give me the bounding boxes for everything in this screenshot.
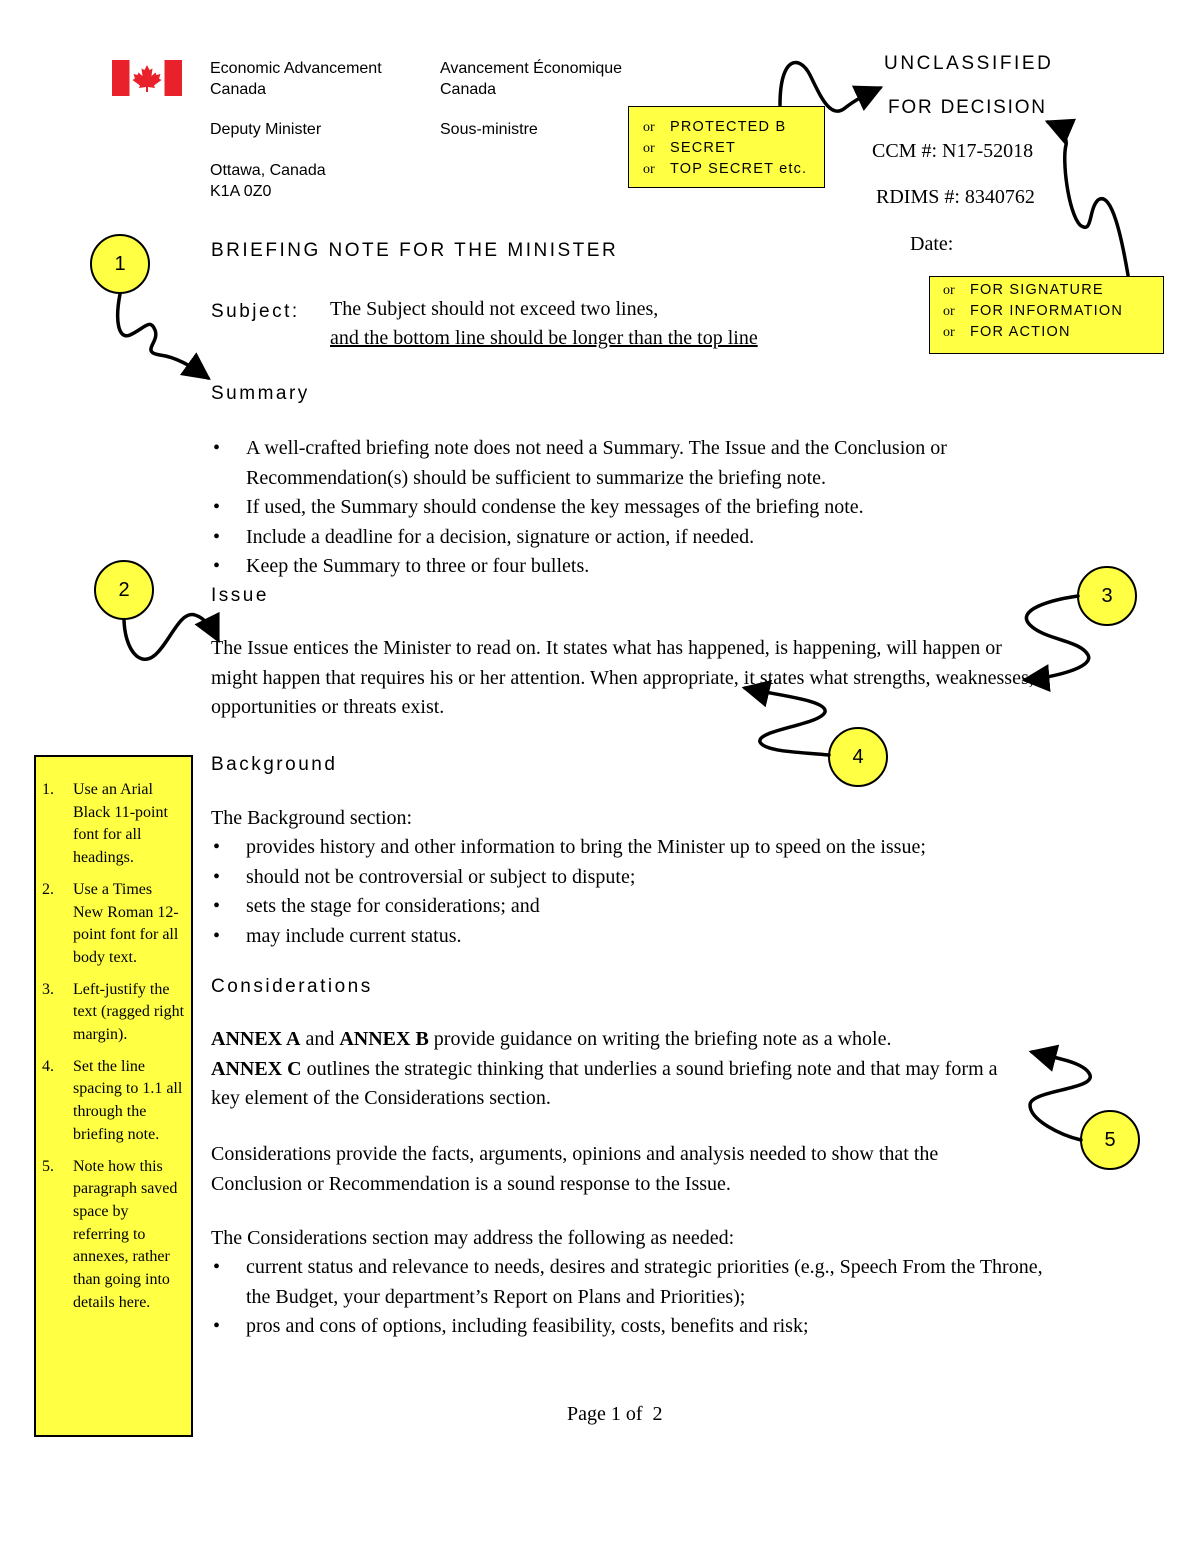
deputy-minister-fr: Sous-ministre — [440, 121, 538, 138]
issue-text: The Issue entices the Minister to read on. It states what has happened, is happening, will happen or might happen that requires his or her attention. When appropriate, it states what strengths, weaknesses, opportunities or threats exist. — [211, 637, 1034, 718]
list-item: • pros and cons of options, including feasibility, costs, benefits and risk; — [211, 1312, 1061, 1342]
background-heading: Background — [211, 754, 338, 775]
ccm-number: CCM #: N17-52018 — [872, 140, 1034, 162]
annex-b-label: ANNEX B — [339, 1028, 429, 1050]
subject-line-2: and the bottom line should be longer than the top line — [330, 327, 758, 349]
list-item: 1. Use an Arial Black 11-point font for all headings. — [42, 781, 168, 867]
list-item: • current status and relevance to needs, desires and strategic priorities (e.g., Speech From the Throne, the Budget, your department’s Report on Plans and Priorities); — [211, 1253, 1061, 1312]
date-label: Date: — [910, 233, 954, 255]
callout-5: 5 — [1080, 1110, 1140, 1170]
list-item: • sets the stage for considerations; and — [211, 892, 1091, 922]
classification-option: or PROTECTED B — [643, 119, 787, 135]
page-number: Page 1 of 2 — [567, 1403, 663, 1425]
list-item: 5. Note how this paragraph saved space by referring to annexes, rather than going into details here. — [42, 1157, 178, 1311]
department-name-fr: Avancement Économique Canada — [440, 60, 623, 98]
purpose-option: or FOR INFORMATION — [943, 303, 1124, 319]
annex-c-label: ANNEX C — [211, 1057, 302, 1080]
arrow-to-purpose — [1048, 122, 1128, 275]
list-item: • Keep the Summary to three or four bullets. — [211, 552, 1061, 582]
list-item: • may include current status. — [211, 922, 1091, 952]
considerations-paragraph-2: Considerations provide the facts, arguments, opinions and analysis needed to show that the Conclusion or Recommendation is a sound response to the Issue. — [211, 1143, 939, 1195]
callout-3: 3 — [1077, 566, 1137, 626]
subject-line-1: The Subject should not exceed two lines, — [330, 298, 659, 320]
summary-heading: Summary — [211, 383, 310, 404]
list-item: 4. Set the line spacing to 1.1 all through the briefing note. — [42, 1057, 183, 1143]
purpose-option: or FOR ACTION — [943, 324, 1071, 340]
list-item: 2. Use a Times New Roman 12-point font for all body text. — [42, 880, 179, 966]
callout-2: 2 — [94, 560, 154, 620]
document-title: BRIEFING NOTE FOR THE MINISTER — [211, 240, 619, 261]
classification-label: UNCLASSIFIED — [884, 53, 1054, 74]
department-name-en: Economic Advancement Canada — [210, 60, 382, 98]
issue-heading: Issue — [211, 585, 269, 606]
classification-option: or SECRET — [643, 140, 737, 156]
subject-label: Subject: — [211, 301, 300, 322]
list-item: 3. Left-justify the text (ragged right margin). — [42, 980, 185, 1044]
classification-option: or TOP SECRET etc. — [643, 161, 808, 177]
arrow-callout-1 — [118, 294, 208, 378]
annex-a-label: ANNEX A — [211, 1028, 301, 1050]
callout-4: 4 — [828, 727, 888, 787]
background-intro: The Background section: — [211, 807, 413, 829]
considerations-heading: Considerations — [211, 976, 373, 997]
list-item: • A well-crafted briefing note does not need a Summary. The Issue and the Conclusion or Recommendation(s) should be sufficient to summarize the briefing note. — [211, 434, 1061, 493]
arrow-to-classification — [780, 63, 880, 112]
arrow-callout-4 — [745, 688, 829, 755]
arrow-callout-3 — [1025, 596, 1089, 680]
callout-1: 1 — [90, 234, 150, 294]
list-item: • If used, the Summary should condense the key messages of the briefing note. — [211, 493, 1061, 523]
rdims-number: RDIMS #: 8340762 — [876, 186, 1035, 208]
list-item: • provides history and other information to bring the Minister up to speed on the issue; — [211, 833, 1091, 863]
purpose-option: or FOR SIGNATURE — [943, 282, 1104, 298]
arrow-callout-2 — [124, 614, 218, 659]
list-item: • Include a deadline for a decision, signature or action, if needed. — [211, 523, 1061, 553]
considerations-annex-paragraph: ANNEX A and ANNEX B provide guidance on writing the briefing note as a whole. ANNEX C outlines the strategic thinking that underlies a sound briefing note and that may form a key element of the Considerations section. — [211, 1028, 998, 1109]
considerations-paragraph-3: The Considerations section may address the following as needed: — [211, 1227, 735, 1249]
list-item: • should not be controversial or subject to dispute; — [211, 863, 1091, 893]
arrow-callout-5 — [1030, 1052, 1090, 1140]
purpose-label: FOR DECISION — [888, 97, 1047, 118]
deputy-minister-en: Deputy Minister — [210, 121, 322, 138]
address: Ottawa, Canada K1A 0Z0 — [210, 162, 326, 200]
